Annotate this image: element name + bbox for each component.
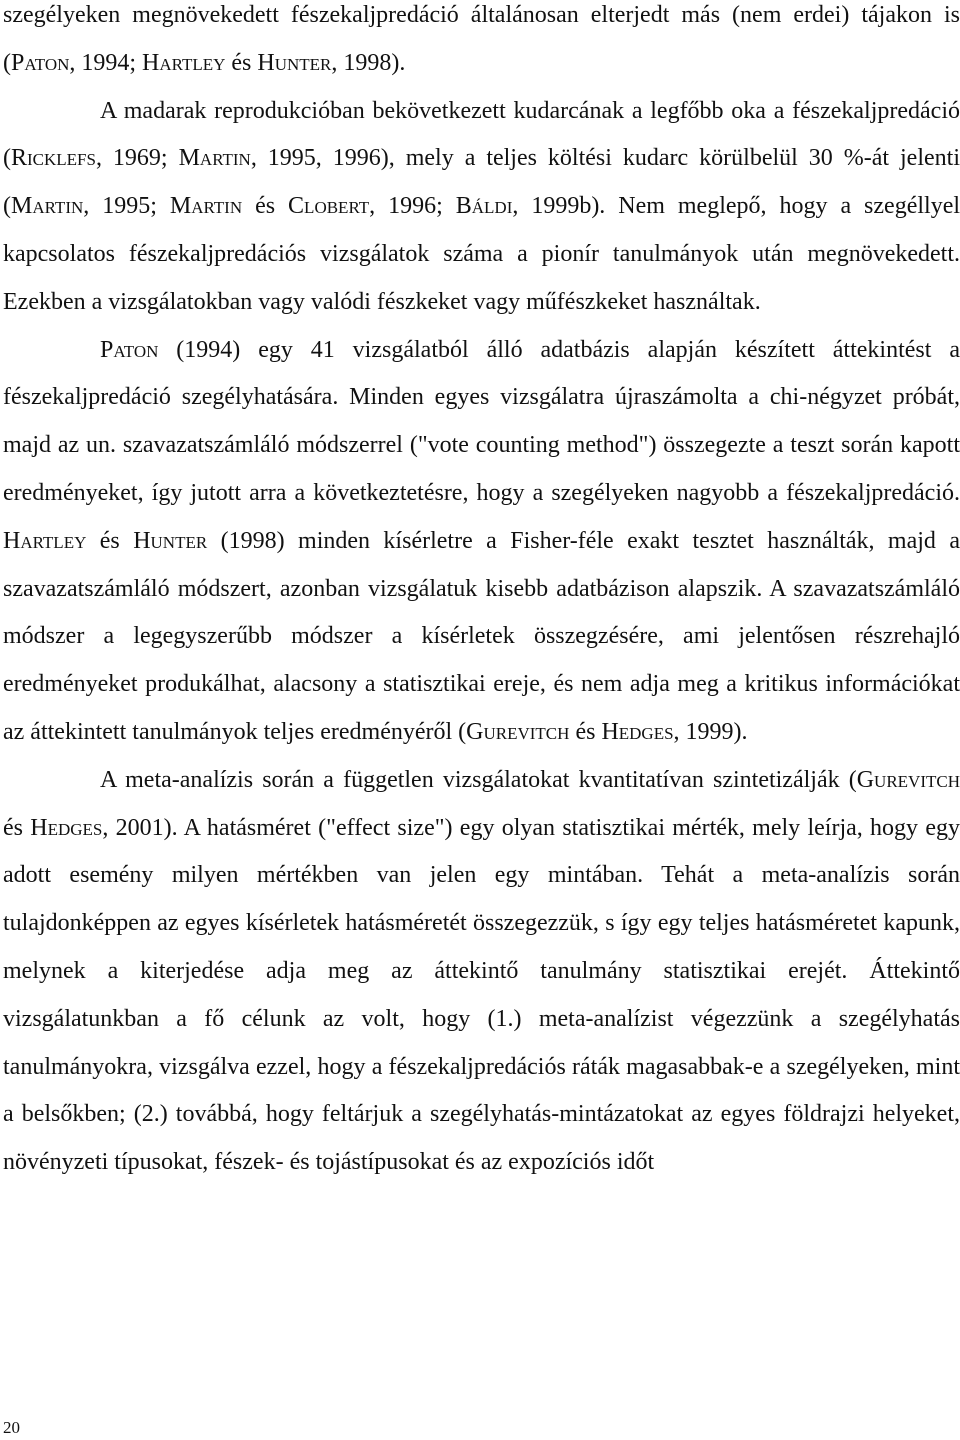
text-run: és [569, 718, 602, 745]
text-run: , 1994; [69, 49, 143, 76]
author-name: Martin [178, 145, 251, 172]
text-run: , 1995; [83, 193, 170, 220]
text-run: és [225, 49, 258, 76]
text-run: , 1999). [673, 718, 748, 745]
author-name: Báldi [455, 193, 513, 220]
body-text [3, 0, 960, 1187]
author-name: Hedges [30, 814, 103, 841]
text-run: A meta-analízis során a független vizsgálatokat kvantitatívan szintetizálják ( [100, 766, 857, 793]
author-name: Hedges [601, 718, 674, 745]
text-run: (1998) minden kísérletre a Fisher-féle exakt tesztet használták, majd a szavazatszámláló módszert, azonban vizsgálatuk kisebb adatbázison alapszik. A szavazatszámláló módszer a legegyszerűbb módszer a kísérletek összegzésére, ami jelentősen részrehajló eredményeket produkálhat, alacsony a statisztikai ereje, és nem adja meg a kritikus információkat az áttekintett tanulmányok teljes eredményéről ( [3, 527, 960, 745]
text-run: , 2001). A hatásméret ("effect size") egy olyan statisztikai mérték, mely leírja, hogy egy adott esemény milyen mértékben van jelen egy mintában. Tehát a meta-analízis során tulajdonképpen az egyes kísérletek hatásméretét összegezzük, s így egy teljes hatásméretet kapunk, melynek a kiterjedése adja meg az áttekintő tanulmány statisztikai erejét. Áttekintő vizsgálatunkban a fő célunk az volt, hogy (1.) meta-analízist végezzünk a szegélyhatás tanulmányokra, vizsgálva ezzel, hogy a fészekaljpredációs ráták magasabbak-e a szegélyeken, mint a belsőkben; (2.) továbbá, hogy feltárjuk a szegélyhatás-mintázatokat az egyes földrajzi helyeket, növényzeti típusokat, fészek- és tojástípusokat és az expozíciós időt [3, 814, 960, 1176]
text-run: (1994) egy 41 vizsgálatból álló adatbázis alapján készített áttekintést a fészekaljpredáció szegélyhatására. Minden egyes vizsgálatra újraszámolta a chi-négyzet próbát, majd az un. szavazatszámláló módszerrel ("vote counting method") összegezte a teszt során kapott eredményeket, így jutott arra a következtetésre, hogy a szegélyeken nagyobb a fészekaljpredáció. [3, 336, 960, 506]
text-run: , 1969; [95, 145, 179, 172]
author-name: Gurevitch [466, 718, 570, 745]
author-name: Martin [11, 193, 84, 220]
paragraph [3, 0, 960, 88]
text-run: és [3, 814, 31, 841]
text-run: és [242, 193, 289, 220]
paragraph [3, 757, 960, 1187]
text-run: A madarak reprodukcióban bekövetkezett kudarcának a legfőbb oka a fészekaljpredáció ( [3, 97, 960, 172]
text-run: , 1996; [369, 193, 456, 220]
author-name: Clobert [288, 193, 370, 220]
author-name: Martin [169, 193, 243, 220]
author-name: Ricklefs [11, 145, 96, 172]
paragraph [3, 327, 960, 757]
author-name: Paton [100, 336, 159, 363]
text-run: , 1999b). Nem meglepő, hogy a szegéllyel kapcsolatos fészekaljpredációs vizsgálatok száma a pionír tanulmányok után megnövekedett. Ezekben a vizsgálatokban vagy valódi fészkeket vagy műfészkeket használtak. [3, 193, 960, 315]
author-name: Hunter [133, 527, 208, 554]
text-run: szegélyeken megnövekedett fészekaljpredáció általánosan elterjedt más (nem erdei) tájakon is ( [3, 2, 960, 76]
text-run: és [86, 527, 134, 554]
author-name: Gurevitch [856, 766, 960, 793]
paragraph [3, 88, 960, 327]
author-name: Hunter [257, 49, 332, 76]
author-name: Hartley [3, 527, 87, 554]
text-run: , 1998). [331, 49, 406, 76]
text-run: , 1995, 1996), mely a teljes költési kudarc körülbelül 30 %-át jelenti ( [3, 145, 960, 220]
page-number: 20 [3, 1418, 20, 1437]
author-name: Paton [11, 49, 70, 76]
author-name: Hartley [142, 49, 226, 76]
